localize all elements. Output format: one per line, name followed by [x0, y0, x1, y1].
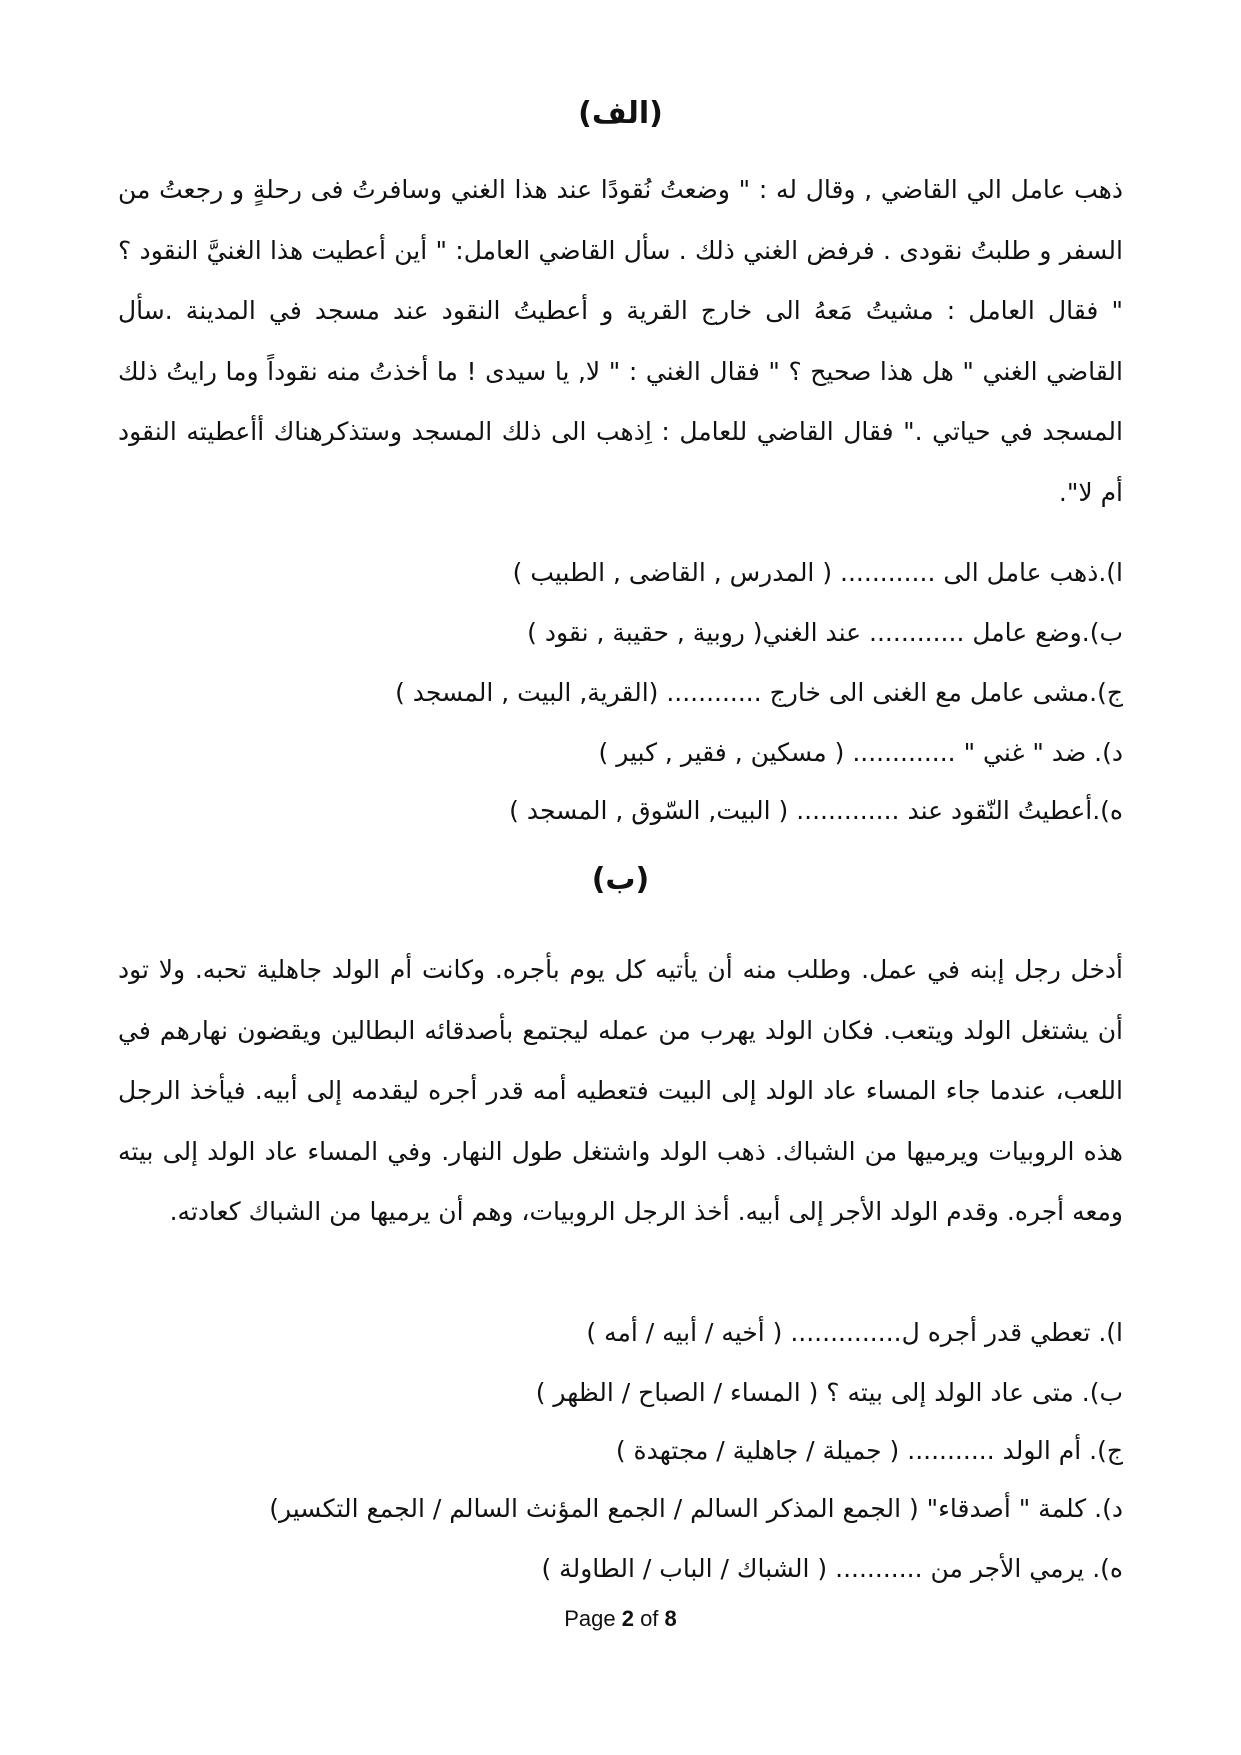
- section-a-question-3: ج).مشى عامل مع الغنى الى خارج ............ (القرية, البيت , المسجد ): [395, 678, 1123, 707]
- footer-current-page: 2: [621, 1606, 634, 1631]
- section-a-title: (الف): [578, 96, 663, 131]
- footer-prefix: Page: [564, 1606, 622, 1631]
- section-b-question-1: ا). تعطي قدر أجره ل.............. ( أخيه / أبيه / أمه ): [586, 1318, 1123, 1347]
- section-b-question-5: ه). يرمي الأجر من ........... ( الشباك / الباب / الطاولة ): [541, 1554, 1123, 1583]
- section-b-question-3: ج). أم الولد ........... ( جميلة / جاهلية / مجتهدة ): [615, 1436, 1123, 1465]
- section-b-passage: أدخل رجل إبنه في عمل. وطلب منه أن يأتيه كل يوم بأجره. وكانت أم الولد جاهلية تحبه. ولا تود أن يشتغل الولد ويتعب. فكان الولد يهرب من عمله ليجتمع بأصدقائه البطالين ويقضون نهارهم في اللعب، عندما جاء المساء عاد الولد إلى البيت فتعطيه أمه قدر أجره ليقدمه إلى أبيه. فيأخذ الرجل هذه الروبيات ويرميها من الشباك. ذهب الولد واشتغل طول النهار. وفي المساء عاد الولد إلى بيته ومعه أجره. وقدم الولد الأجر إلى أبيه. أخذ الرجل الروبيات، وهم أن يرميها من الشباك كعادته.: [118, 955, 1123, 1226]
- section-b-question-2: ب). متى عاد الولد إلى بيته ؟ ( المساء / الصباح / الظهر ): [535, 1378, 1123, 1407]
- footer-total-pages: 8: [664, 1606, 677, 1631]
- page-footer: [0, 1606, 1241, 1632]
- section-a-passage: ذهب عامل الي القاضي , وقال له : " وضعتُ نُقودًا عند هذا الغني وسافرتُ فى رحلةٍ و رجعتُ من السفر و طلبتُ نقودى . فرفض الغني ذلك . سأل القاضي العامل: " أين أعطيت هذا الغنيَّ النقود ؟ " فقال العامل : مشيتُ مَعهُ الى خارج القرية و أعطيتُ النقود عند مسجد في المدينة .سأل القاضي الغني " هل هذا صحيح ؟ " فقال الغني : " لا, يا سيدى ! ما أخذتُ منه نقوداً وما رايتُ ذلك المسجد في حياتي ." فقال القاضي للعامل : اِذهب الى ذلك المسجد وستذكرهناك أأعطيته النقود أم لا".: [118, 175, 1123, 507]
- section-a-question-4: د). ضد " غني " ............. ( مسكين , فقير , كبير ): [598, 738, 1123, 767]
- section-b-question-4: د). كلمة " أصدقاء" ( الجمع المذكر السالم / الجمع المؤنث السالم / الجمع التكسير): [269, 1494, 1123, 1523]
- section-a-question-1: ا).ذهب عامل الى ............ ( المدرس , القاضى , الطبيب ): [512, 558, 1123, 587]
- section-b-title: (ب): [591, 862, 650, 897]
- footer-middle: of: [633, 1606, 665, 1631]
- section-a-question-5: ه).أعطيتُ النّقود عند ............. ( البيت, السّوق , المسجد ): [509, 796, 1123, 825]
- section-a-question-2: ب).وضع عامل ............ عند الغني( روبية , حقيبة , نقود ): [527, 618, 1123, 647]
